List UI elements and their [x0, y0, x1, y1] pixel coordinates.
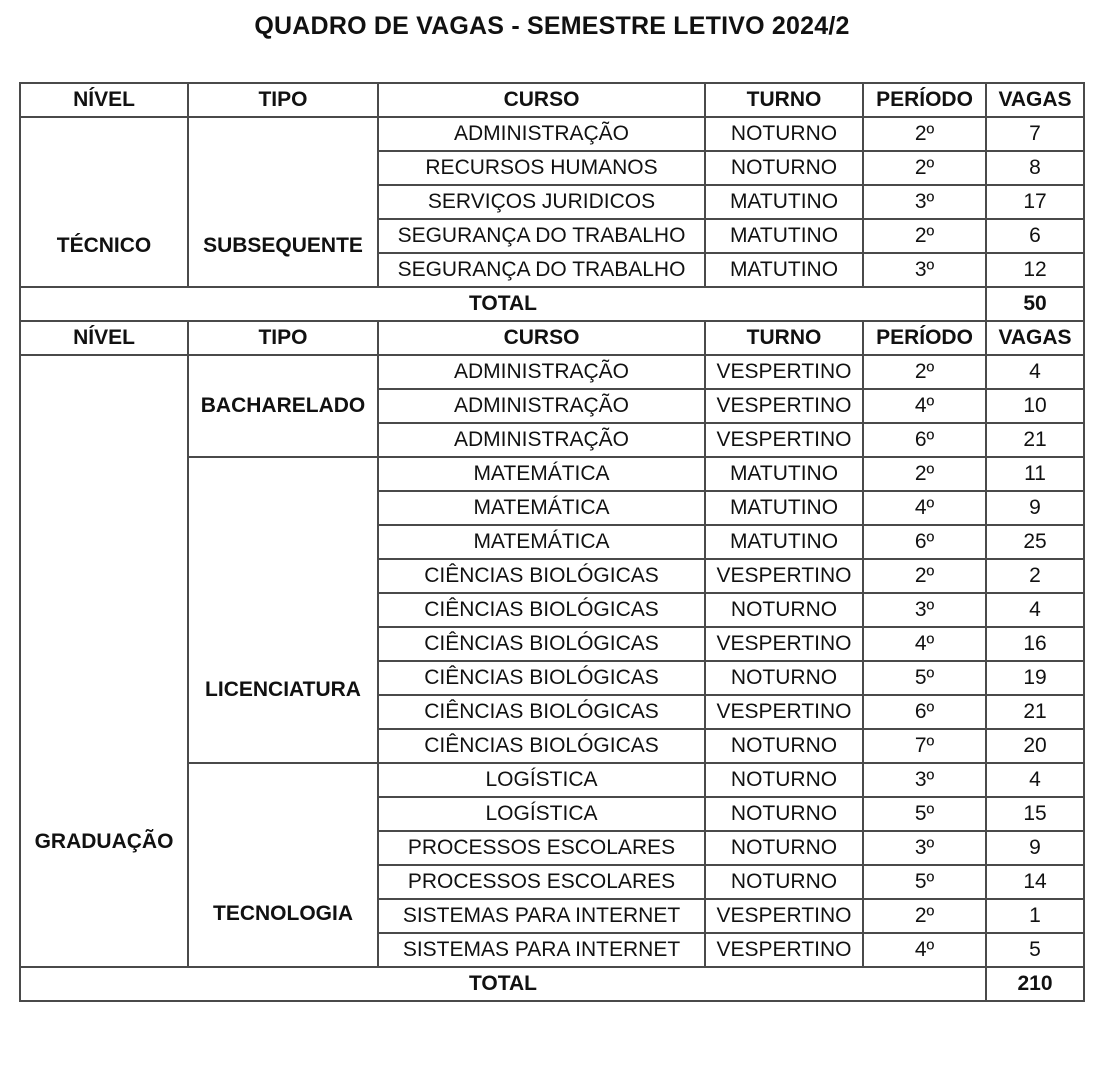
cell-curso: CIÊNCIAS BIOLÓGICAS: [378, 627, 705, 661]
cell-turno: VESPERTINO: [705, 423, 863, 457]
cell-curso: SISTEMAS PARA INTERNET: [378, 933, 705, 967]
cell-periodo: 4º: [863, 389, 986, 423]
cell-curso: SEGURANÇA DO TRABALHO: [378, 219, 705, 253]
cell-curso: ADMINISTRAÇÃO: [378, 423, 705, 457]
cell-curso: ADMINISTRAÇÃO: [378, 355, 705, 389]
cell-vagas: 21: [986, 695, 1084, 729]
cell-periodo: 2º: [863, 559, 986, 593]
cell-vagas: 9: [986, 831, 1084, 865]
cell-periodo: 5º: [863, 661, 986, 695]
tipo-tecnologia: TECNOLOGIA: [188, 763, 378, 967]
cell-periodo: 3º: [863, 763, 986, 797]
cell-turno: NOTURNO: [705, 763, 863, 797]
cell-turno: MATUTINO: [705, 219, 863, 253]
cell-periodo: 6º: [863, 695, 986, 729]
cell-periodo: 4º: [863, 627, 986, 661]
cell-vagas: 1: [986, 899, 1084, 933]
cell-curso: CIÊNCIAS BIOLÓGICAS: [378, 695, 705, 729]
table-row: [20, 355, 1084, 389]
cell-turno: VESPERTINO: [705, 695, 863, 729]
cell-vagas: 17: [986, 185, 1084, 219]
cell-turno: MATUTINO: [705, 185, 863, 219]
graduacao-header-row: [20, 321, 1084, 355]
cell-periodo: 5º: [863, 797, 986, 831]
header-periodo: PERÍODO: [863, 83, 986, 117]
cell-turno: MATUTINO: [705, 491, 863, 525]
cell-turno: NOTURNO: [705, 117, 863, 151]
header-turno: TURNO: [705, 83, 863, 117]
cell-periodo: 3º: [863, 253, 986, 287]
cell-curso: CIÊNCIAS BIOLÓGICAS: [378, 593, 705, 627]
page-title: QUADRO DE VAGAS - SEMESTRE LETIVO 2024/2: [254, 12, 850, 40]
cell-vagas: 6: [986, 219, 1084, 253]
cell-periodo: 3º: [863, 831, 986, 865]
cell-vagas: 11: [986, 457, 1084, 491]
cell-curso: MATEMÁTICA: [378, 525, 705, 559]
header-tipo: TIPO: [188, 321, 378, 355]
cell-vagas: 4: [986, 593, 1084, 627]
tipo-licenciatura: LICENCIATURA: [188, 457, 378, 763]
cell-curso: RECURSOS HUMANOS: [378, 151, 705, 185]
cell-periodo: 2º: [863, 151, 986, 185]
cell-vagas: 15: [986, 797, 1084, 831]
cell-periodo: 2º: [863, 355, 986, 389]
cell-curso: ADMINISTRAÇÃO: [378, 117, 705, 151]
cell-curso: SISTEMAS PARA INTERNET: [378, 899, 705, 933]
cell-turno: NOTURNO: [705, 729, 863, 763]
header-curso: CURSO: [378, 321, 705, 355]
cell-curso: LOGÍSTICA: [378, 797, 705, 831]
header-nivel: NÍVEL: [20, 83, 188, 117]
header-vagas: VAGAS: [986, 83, 1084, 117]
cell-periodo: 3º: [863, 185, 986, 219]
cell-curso: CIÊNCIAS BIOLÓGICAS: [378, 559, 705, 593]
cell-curso: SERVIÇOS JURIDICOS: [378, 185, 705, 219]
cell-turno: NOTURNO: [705, 831, 863, 865]
cell-turno: VESPERTINO: [705, 355, 863, 389]
cell-periodo: 2º: [863, 899, 986, 933]
cell-turno: MATUTINO: [705, 457, 863, 491]
cell-vagas: 19: [986, 661, 1084, 695]
cell-turno: MATUTINO: [705, 525, 863, 559]
cell-vagas: 21: [986, 423, 1084, 457]
total-value: 210: [986, 967, 1084, 1001]
cell-periodo: 7º: [863, 729, 986, 763]
cell-curso: CIÊNCIAS BIOLÓGICAS: [378, 661, 705, 695]
cell-turno: NOTURNO: [705, 797, 863, 831]
cell-vagas: 4: [986, 355, 1084, 389]
cell-turno: VESPERTINO: [705, 559, 863, 593]
cell-periodo: 4º: [863, 491, 986, 525]
cell-periodo: 6º: [863, 423, 986, 457]
cell-vagas: 14: [986, 865, 1084, 899]
cell-vagas: 12: [986, 253, 1084, 287]
cell-vagas: 16: [986, 627, 1084, 661]
cell-periodo: 5º: [863, 865, 986, 899]
cell-curso: ADMINISTRAÇÃO: [378, 389, 705, 423]
tipo-bacharelado: BACHARELADO: [188, 355, 378, 457]
cell-vagas: 2: [986, 559, 1084, 593]
cell-vagas: 10: [986, 389, 1084, 423]
cell-curso: CIÊNCIAS BIOLÓGICAS: [378, 729, 705, 763]
cell-turno: MATUTINO: [705, 253, 863, 287]
header-periodo: PERÍODO: [863, 321, 986, 355]
header-vagas: VAGAS: [986, 321, 1084, 355]
header-curso: CURSO: [378, 83, 705, 117]
cell-turno: VESPERTINO: [705, 899, 863, 933]
cell-turno: NOTURNO: [705, 661, 863, 695]
cell-vagas: 9: [986, 491, 1084, 525]
nivel-tecnico: TÉCNICO: [20, 117, 188, 287]
nivel-graduacao: GRADUAÇÃO: [20, 355, 188, 967]
cell-periodo: 2º: [863, 219, 986, 253]
cell-periodo: 4º: [863, 933, 986, 967]
cell-periodo: 6º: [863, 525, 986, 559]
tecnico-header-row: [20, 83, 1084, 117]
cell-curso: LOGÍSTICA: [378, 763, 705, 797]
cell-turno: NOTURNO: [705, 593, 863, 627]
cell-curso: PROCESSOS ESCOLARES: [378, 865, 705, 899]
cell-curso: SEGURANÇA DO TRABALHO: [378, 253, 705, 287]
cell-turno: NOTURNO: [705, 151, 863, 185]
cell-turno: NOTURNO: [705, 865, 863, 899]
total-label: TOTAL: [20, 287, 986, 321]
vacancy-table: [19, 82, 1085, 1002]
cell-vagas: 7: [986, 117, 1084, 151]
header-nivel: NÍVEL: [20, 321, 188, 355]
tecnico-total-row: [20, 287, 1084, 321]
header-turno: TURNO: [705, 321, 863, 355]
cell-curso: MATEMÁTICA: [378, 457, 705, 491]
cell-vagas: 4: [986, 763, 1084, 797]
total-value: 50: [986, 287, 1084, 321]
cell-periodo: 2º: [863, 117, 986, 151]
cell-turno: VESPERTINO: [705, 389, 863, 423]
cell-vagas: 20: [986, 729, 1084, 763]
cell-vagas: 25: [986, 525, 1084, 559]
cell-curso: PROCESSOS ESCOLARES: [378, 831, 705, 865]
cell-turno: VESPERTINO: [705, 627, 863, 661]
graduacao-total-row: [20, 967, 1084, 1001]
tipo-subsequente: SUBSEQUENTE: [188, 117, 378, 287]
cell-periodo: 3º: [863, 593, 986, 627]
cell-periodo: 2º: [863, 457, 986, 491]
table-row: [20, 117, 1084, 151]
cell-vagas: 5: [986, 933, 1084, 967]
cell-vagas: 8: [986, 151, 1084, 185]
cell-curso: MATEMÁTICA: [378, 491, 705, 525]
total-label: TOTAL: [20, 967, 986, 1001]
cell-turno: VESPERTINO: [705, 933, 863, 967]
header-tipo: TIPO: [188, 83, 378, 117]
